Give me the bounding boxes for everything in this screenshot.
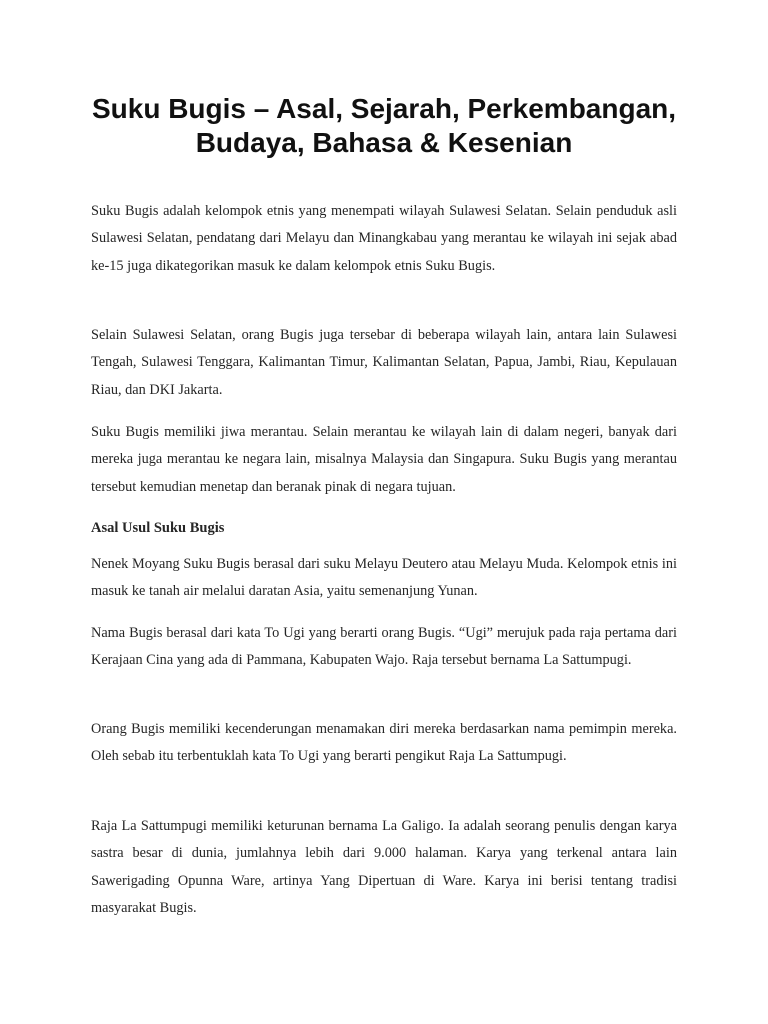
- page-title: Suku Bugis – Asal, Sejarah, Perkembangan, Budaya, Bahasa & Kesenian: [91, 93, 677, 158]
- paragraph-name-origin: Nama Bugis berasal dari kata To Ugi yang berarti orang Bugis. “Ugi” merujuk pada raja pertama dari Kerajaan Cina yang ada di Pammana, Kabupaten Wajo. Raja tersebut bernama La Sattumpugi.: [91, 625, 677, 669]
- paragraph-la-galigo: Raja La Sattumpugi memiliki keturunan bernama La Galigo. Ia adalah seorang penulis dengan karya sastra besar di dunia, jumlahnya lebih dari 9.000 halaman. Karya yang terkenal antara lain Sawerigading Opunna Ware, artinya Yang Dipertuan di Ware. Karya ini berisi tentang tradisi masyarakat Bugis.: [91, 818, 677, 917]
- paragraph-ancestors: Nenek Moyang Suku Bugis berasal dari suku Melayu Deutero atau Melayu Muda. Kelompok etnis ini masuk ke tanah air melalui daratan Asia, yaitu semenanjung Yunan.: [91, 556, 677, 600]
- paragraph-intro: Suku Bugis adalah kelompok etnis yang menempati wilayah Sulawesi Selatan. Selain penduduk asli Sulawesi Selatan, pendatang dari Melayu dan Minangkabau yang merantau ke wilayah ini sejak abad ke-15 juga dikategorikan masuk ke dalam kelompok etnis Suku Bugis.: [91, 203, 677, 274]
- paragraph-merantau: Suku Bugis memiliki jiwa merantau. Selain merantau ke wilayah lain di dalam negeri, banyak dari mereka juga merantau ke negara lain, misalnya Malaysia dan Singapura. Suku Bugis yang merantau tersebut kemudian menetap dan beranak pinak di negara tujuan.: [91, 424, 677, 495]
- section-heading: Asal Usul Suku Bugis: [91, 520, 225, 536]
- paragraph-naming: Orang Bugis memiliki kecenderungan menamakan diri mereka berdasarkan nama pemimpin mereka. Oleh sebab itu terbentuklah kata To Ugi yang berarti pengikut Raja La Sattumpugi.: [91, 721, 677, 765]
- paragraph-distribution: Selain Sulawesi Selatan, orang Bugis juga tersebar di beberapa wilayah lain, antara lain Sulawesi Tengah, Sulawesi Tenggara, Kalimantan Timur, Kalimantan Selatan, Papua, Jambi, Riau, Kepulauan Riau, dan DKI Jakarta.: [91, 327, 677, 398]
